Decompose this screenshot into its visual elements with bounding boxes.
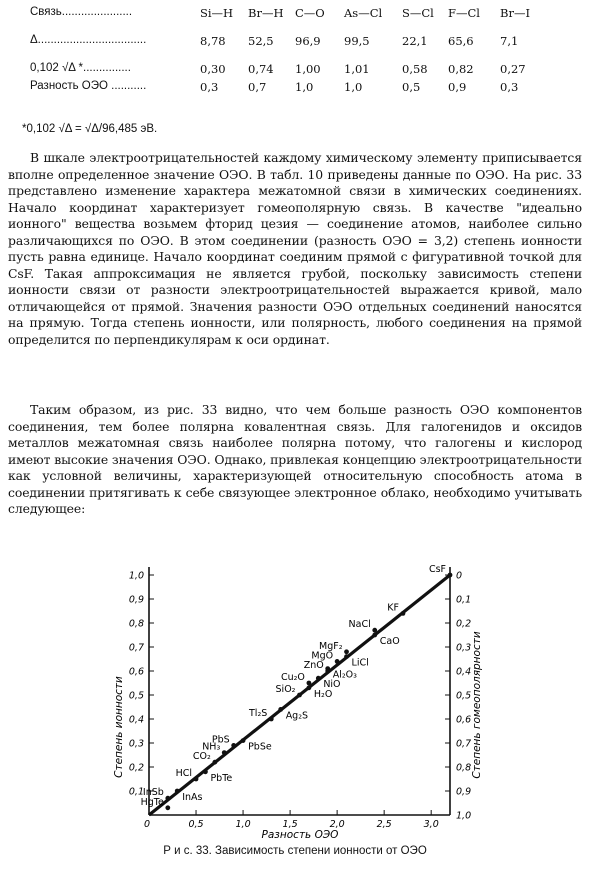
data-point <box>194 777 199 782</box>
y2-tick-label: 0 <box>456 570 463 582</box>
point-label: LiCl <box>351 657 369 669</box>
data-point <box>401 611 406 616</box>
cell: S—Cl <box>402 6 434 20</box>
cell: 0,74 <box>248 62 274 76</box>
x-tick-label: 2,0 <box>329 819 345 830</box>
y2-tick-label: 0,3 <box>456 642 472 654</box>
y-tick-label: 0,1 <box>128 786 144 798</box>
cell: C—O <box>295 6 325 20</box>
point-label: H₂O <box>313 688 333 700</box>
cell: F—Cl <box>448 6 480 20</box>
y-tick-label: 0,8 <box>128 618 144 630</box>
data-point <box>316 676 321 681</box>
cell: 1,0 <box>295 80 314 94</box>
cell: 1,01 <box>344 62 370 76</box>
data-point <box>344 654 349 659</box>
cell: 0,27 <box>500 62 526 76</box>
cell: 65,6 <box>448 34 474 48</box>
point-label: InSb <box>142 787 164 799</box>
x-tick-label: 1,0 <box>235 819 251 830</box>
y-tick-label: 0,9 <box>128 594 144 606</box>
paragraph: Таким образом, из рис. 33 видно, что чем больше разность ОЭО компонентов соединения, тем более полярна ковалентная связь. Для галогенидов и оксидов металлов межатомная связь наиболее полярна потому, что галогены и кислород имеют высокие значения ОЭО. Однако, привлекая концепцию электроотрицательности как условной величины, характеризующей относительную способность атома в соединении притягивать к себе связующее электронное облако, необходимо учитывать следующее: <box>8 402 582 516</box>
y2-axis-label: Степень гомеополярности <box>471 631 483 779</box>
cell: 0,58 <box>402 62 428 76</box>
point-label: SiO₂ <box>275 684 296 695</box>
x-axis-label: Разность ОЭО <box>261 829 339 841</box>
cell: 99,5 <box>344 34 370 48</box>
cell: Br—H <box>248 6 284 20</box>
cell: 0,3 <box>500 80 519 94</box>
point-label: Al₂O₃ <box>332 669 357 681</box>
data-point <box>448 573 453 578</box>
y-tick-label: 0,2 <box>128 762 144 774</box>
y2-tick-label: 0,4 <box>456 666 472 678</box>
cell: 0,9 <box>448 80 467 94</box>
y-tick-label: 0,6 <box>128 666 144 678</box>
point-label: MgO <box>311 650 334 662</box>
cell: 8,78 <box>200 34 226 48</box>
y2-tick-label: 0,6 <box>456 714 472 726</box>
figure-caption: Р и с. 33. Зависимость степени ионности от ОЭО <box>163 845 427 857</box>
data-point <box>212 760 217 765</box>
cell: Si—H <box>200 6 234 20</box>
y2-tick-label: 0,2 <box>456 618 472 630</box>
y-tick-label: 0,3 <box>128 738 144 750</box>
point-label: HCl <box>175 768 193 779</box>
cell: 7,1 <box>500 34 519 48</box>
cell: 1,0 <box>344 80 363 94</box>
y-tick-label: 0,5 <box>128 690 144 702</box>
data-point <box>344 649 349 654</box>
x-tick-label: 0,5 <box>188 819 204 830</box>
cell: 52,5 <box>248 34 274 48</box>
y-tick-label: 0,4 <box>128 714 144 726</box>
bond-row <box>30 62 570 78</box>
point-label: HgTe <box>140 796 164 808</box>
point-label: NH₃ <box>202 741 221 753</box>
data-point <box>307 685 312 690</box>
cell: 0,82 <box>448 62 474 76</box>
table-footnote: *0,102 √Δ = √Δ/96,485 эВ. <box>22 123 158 135</box>
point-label: PbTe <box>210 772 233 784</box>
paragraph: В шкале электроотрицательностей каждому химическому элементу приписывается вполне определенное значение ОЭО. В табл. 10 приведены данные по ОЭО. На рис. 33 представлено изменение характера межатомной связи в химических соединениях. Начало координат характеризует гомеополярную связь. В качестве "идеально ионного" вещества возьмем фторид цезия — соединение атомов, наиболее сильно различающихся по ОЭО. В этом соединении (разность ОЭО = 3,2) степень ионности пусть равна единице. Начало координат соединим прямой с фигуративной точкой для CsF. Такая аппроксимация не является грубой, поскольку зависимость степени ионности связи от разности электроотрицательностей выражается кривой, мало отличающейся от прямой. Значения разности ОЭО отдельных соединений наносятся на прямую. Тогда степень ионности, или полярность, любого соединения на прямой определится по перпендикулярам к оси ординат. <box>8 150 582 347</box>
point-label: CaO <box>379 636 400 647</box>
row-label: 0,102 √Δ *............... <box>30 62 131 74</box>
data-point <box>222 750 227 755</box>
point-label: PbSe <box>248 741 272 753</box>
y2-tick-label: 0,5 <box>456 690 472 702</box>
point-label: InAs <box>182 792 203 803</box>
x-tick-label: 0 <box>143 819 151 830</box>
y-tick-label: 1,0 <box>128 570 144 582</box>
point-label: KF <box>387 602 399 614</box>
cell: 22,1 <box>402 34 428 48</box>
row-label: Δ.................................. <box>30 34 147 46</box>
row-label: Разность ОЭО ........... <box>30 80 147 92</box>
point-label: CO₂ <box>192 751 211 763</box>
point-label: Tl₂S <box>249 708 268 719</box>
x-tick-label: 3,0 <box>423 819 439 830</box>
data-point <box>269 717 274 722</box>
data-point <box>335 659 340 664</box>
data-point <box>325 666 330 671</box>
point-label: MgF₂ <box>319 640 343 652</box>
y2-tick-label: 0,1 <box>456 594 472 606</box>
y2-tick-label: 1,0 <box>456 810 472 822</box>
point-label: PbS <box>211 734 230 746</box>
x-tick-label: 2,5 <box>376 819 392 830</box>
data-point <box>307 681 312 686</box>
bond-row <box>30 34 570 50</box>
data-point <box>203 769 208 774</box>
cell: 0,7 <box>248 80 267 94</box>
cell: 0,5 <box>402 80 421 94</box>
data-point <box>231 743 236 748</box>
point-label: Cu₂O <box>280 672 305 683</box>
x-tick-label: 1,5 <box>282 819 298 830</box>
cell: 96,9 <box>295 34 321 48</box>
bond-row <box>30 80 570 96</box>
y2-tick-label: 0,9 <box>456 786 472 798</box>
data-point <box>297 693 302 698</box>
point-label: CsF <box>428 564 446 575</box>
y2-tick-label: 0,8 <box>456 762 472 774</box>
cell: 0,30 <box>200 62 226 76</box>
point-label: Ag₂S <box>285 710 309 722</box>
data-point <box>372 633 377 638</box>
chart <box>0 525 590 843</box>
y2-tick-label: 0,7 <box>456 738 472 750</box>
data-point <box>165 805 170 810</box>
data-point <box>175 789 180 794</box>
point-label: NaCl <box>348 619 371 631</box>
bond-row <box>30 6 570 22</box>
point-label: NiO <box>323 679 341 691</box>
row-label: Связь...................... <box>30 6 133 18</box>
cell: Br—I <box>500 6 530 20</box>
cell: 1,00 <box>295 62 321 76</box>
data-point <box>372 628 377 633</box>
y-axis-label: Степень ионности <box>113 676 125 778</box>
data-point <box>278 707 283 712</box>
data-point <box>241 738 246 743</box>
data-point <box>165 796 170 801</box>
cell: As—Cl <box>344 6 383 20</box>
chart-marks <box>141 564 453 815</box>
y-tick-label: 0,7 <box>128 642 144 654</box>
cell: 0,3 <box>200 80 219 94</box>
point-label: ZnO <box>303 660 324 671</box>
